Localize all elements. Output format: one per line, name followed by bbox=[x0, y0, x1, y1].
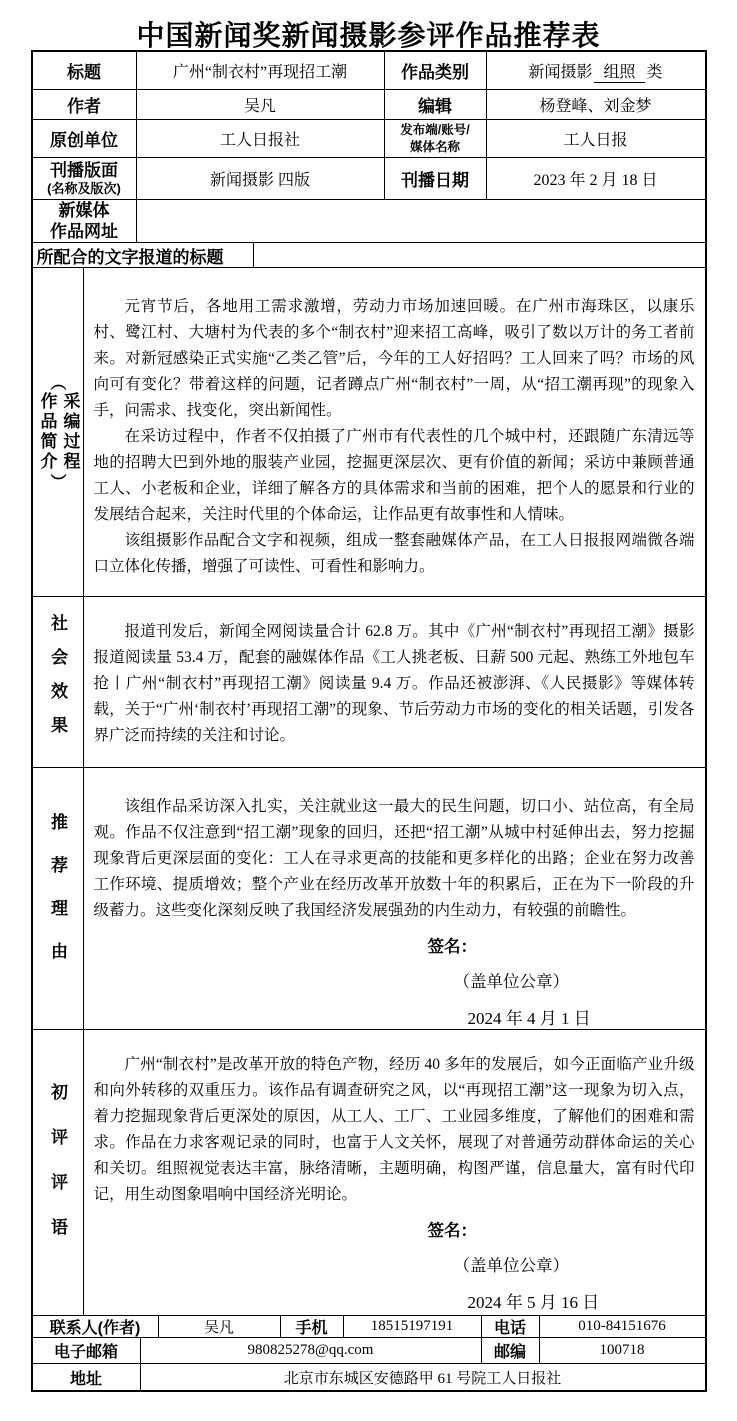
recommend-paragraph: 该组作品采访深入扎实，关注就业这一最大的民生问题，切口小、站位高，有全局观。作品不仅注意到“招工潮”现象的回归，还把“招工潮”从城中村延伸出去，努力挖掘现象背后更深层面的变化：工人在寻求更高的技能和更多样化的出路；企业在努力改善工作环境、提质增效；整个产业在经历改革开放数十年的积累后，正在为下一阶段的升级蓄力。这些变化深刻反映了我国经济发展强劲的内生动力，有较强的前瞻性。 bbox=[93, 798, 695, 919]
channel-label-line1: 发布端/账号/ bbox=[400, 123, 470, 138]
process-paragraph: 元宵节后，各地用工需求激增，劳动力市场加速回暖。在广州市海珠区，以康乐村、鹭江村、大塘村为代表的多个“制衣村”迎来招工高峰，吸引了数以万计的务工者前来。对新冠感染正式实施“乙类乙管”后，今年的工人好招吗？工人回来了吗？市场的风向可有变化？带着这样的问题，记者蹲点广州“制衣村”一周，从“招工潮再现”的现象入手，问需求、找变化，突出新闻性。 bbox=[93, 298, 695, 419]
process-section-label bbox=[33, 268, 84, 596]
mobile-value: 18515197191 bbox=[344, 1316, 482, 1337]
phone-label: 电话 bbox=[482, 1316, 540, 1337]
org-field-label: 原创单位 bbox=[33, 120, 137, 157]
table-row bbox=[33, 768, 705, 1030]
process-label-right: 采编过程 bbox=[60, 392, 80, 472]
process-paragraph: 该组摄影作品配合文字和视频，组成一整套融媒体产品，在工人日报报网端微各端口立体化传播，增强了可读性、可看性和影响力。 bbox=[93, 532, 695, 575]
pubpage-label-line1: 刊播版面 bbox=[50, 160, 118, 180]
pubdate-field-value: 2023 年 2 月 18 日 bbox=[533, 172, 658, 189]
channel-field-label bbox=[385, 120, 487, 157]
review-paragraph: 广州“制衣村”是改革开放的特色产物，经历 40 多年的发展后，如今正面临产业升级和向外转移的双重压力。该作品有调查研究之风，以“再现招工潮”这一现象为切入点，着力挖掘现象背后更深处的原因，从工人、工厂、工业园多维度，了解他们的困难和需求。作品在力求客观记录的同时，也富于人文关怀，展现了对普通劳动群体命运的关心和关切。组照视觉表达丰富，脉络清晰，主题明确，构图严谨，信息量大，富有时代印记，用生动图象唱响中国经济光明论。 bbox=[93, 1056, 695, 1203]
process-section-content bbox=[84, 268, 705, 596]
effect-vertical-label: 社会效果 bbox=[48, 614, 67, 750]
process-label-left: 作品简介 bbox=[37, 392, 57, 472]
table-row bbox=[33, 1316, 705, 1338]
newmedia-label-line1: 新媒体 bbox=[58, 200, 110, 220]
channel-label-line2: 媒体名称 bbox=[409, 139, 460, 154]
table-row bbox=[33, 200, 705, 243]
table-row bbox=[33, 120, 705, 158]
table-row bbox=[33, 90, 705, 120]
textreport-field-value bbox=[254, 243, 705, 267]
editor-field-value: 杨登峰、刘金梦 bbox=[539, 98, 652, 115]
process-vertical-label bbox=[33, 268, 83, 596]
table-row bbox=[33, 1030, 705, 1316]
sign-label: 签名： bbox=[427, 1221, 477, 1240]
channel-field-value: 工人日报 bbox=[563, 132, 628, 149]
author-field-label: 作者 bbox=[33, 90, 137, 119]
zip-label: 邮编 bbox=[482, 1338, 540, 1363]
category-suffix: 类 bbox=[646, 64, 663, 81]
process-paragraph: 在采访过程中，作者不仅拍摄了广州市有代表性的几个城中村，还跟随广东清远等地的招聘大巴到外地的服装产业园，挖掘更深层次、更有价值的新闻；采访中兼顾普通工人、小老板和企业，详细了解各方的具体需求和当前的困难，把个人的愿景和行业的发展结合起来，关注时代里的个体命运，让作品更有故事性和人情味。 bbox=[93, 428, 695, 523]
review-sign-block bbox=[94, 1218, 695, 1315]
seal-note: （盖单位公章） bbox=[453, 1256, 569, 1275]
title-field-label: 标题 bbox=[33, 52, 137, 89]
zip-value: 100718 bbox=[599, 1342, 645, 1358]
author-field-value: 吴凡 bbox=[137, 90, 385, 119]
seal-note: （盖单位公章） bbox=[453, 972, 569, 991]
table-row bbox=[33, 52, 705, 90]
address-value: 北京市东城区安德路甲 61 号院工人日报社 bbox=[283, 1370, 562, 1387]
paren-close: ） bbox=[48, 473, 66, 490]
org-field-value: 工人日报社 bbox=[137, 120, 385, 157]
recommend-vertical-label: 推荐理由 bbox=[48, 812, 67, 985]
table-row bbox=[33, 158, 705, 200]
category-prefix: 新闻摄影 bbox=[528, 64, 593, 81]
sign-date: 2024 年 4 月 1 日 bbox=[467, 1009, 591, 1028]
email-value: 980825278@qq.com bbox=[141, 1338, 482, 1363]
pubpage-label-line2: (名称及版次) bbox=[47, 181, 121, 196]
review-section-label bbox=[33, 1030, 84, 1315]
sign-date: 2024 年 5 月 16 日 bbox=[467, 1293, 600, 1312]
recommend-section-label bbox=[33, 768, 84, 1029]
textreport-field-label: 所配合的文字报道的标题 bbox=[33, 243, 254, 267]
table-row bbox=[33, 243, 705, 268]
newmedia-field-value bbox=[137, 200, 705, 242]
table-row bbox=[33, 597, 705, 768]
table-row bbox=[33, 268, 705, 597]
paren-open: （ bbox=[48, 374, 66, 391]
editor-field-label: 编辑 bbox=[385, 90, 487, 119]
category-field-value bbox=[487, 52, 705, 89]
recommend-section-content bbox=[84, 768, 705, 1029]
recommendation-form-table bbox=[31, 50, 707, 1392]
phone-value: 010-84151676 bbox=[578, 1318, 666, 1334]
effect-paragraph: 报道刊发后，新闻全网阅读量合计 62.8 万。其中《广州“制衣村”再现招工潮》摄影报道阅读量 53.4 万，配套的融媒体作品《工人挑老板、日薪 500 元起、熟练工外地包车抢丨广州“制衣村”再现招工潮》阅读量 9.4 万。作品还被澎湃、《人民摄影》等媒体转载，关于“广州‘制衣村’再现招工潮”的现象、节后劳动力市场的变化的相关话题，引发各界广泛而持续的关注和讨论。 bbox=[93, 623, 695, 744]
email-label: 电子邮箱 bbox=[33, 1338, 141, 1363]
newmedia-label-line2: 作品网址 bbox=[50, 222, 118, 241]
page-title: 中国新闻奖新闻摄影参评作品推荐表 bbox=[136, 21, 601, 52]
sign-label: 签名： bbox=[427, 937, 477, 956]
table-row bbox=[33, 1364, 705, 1390]
pubpage-field-label bbox=[33, 158, 137, 199]
pubdate-field-label: 刊播日期 bbox=[385, 158, 487, 199]
pubpage-field-value: 新闻摄影 四版 bbox=[137, 158, 385, 199]
review-vertical-label: 初评评语 bbox=[48, 1082, 67, 1263]
process-label-pair bbox=[35, 392, 81, 472]
review-section-content bbox=[84, 1030, 705, 1315]
effect-section-content bbox=[84, 597, 705, 767]
address-label: 地址 bbox=[33, 1364, 141, 1390]
category-field-label: 作品类别 bbox=[385, 52, 487, 89]
title-field-value: 广州“制衣村”再现招工潮 bbox=[137, 52, 385, 89]
category-fill-blank: 组照 bbox=[594, 59, 644, 83]
recommend-sign-block bbox=[94, 934, 695, 1029]
contact-person-label: 联系人(作者) bbox=[33, 1316, 159, 1337]
mobile-label: 手机 bbox=[281, 1316, 344, 1337]
effect-section-label bbox=[33, 597, 84, 767]
newmedia-field-label bbox=[33, 200, 137, 242]
table-row bbox=[33, 1338, 705, 1364]
contact-person-value: 吴凡 bbox=[159, 1316, 281, 1337]
